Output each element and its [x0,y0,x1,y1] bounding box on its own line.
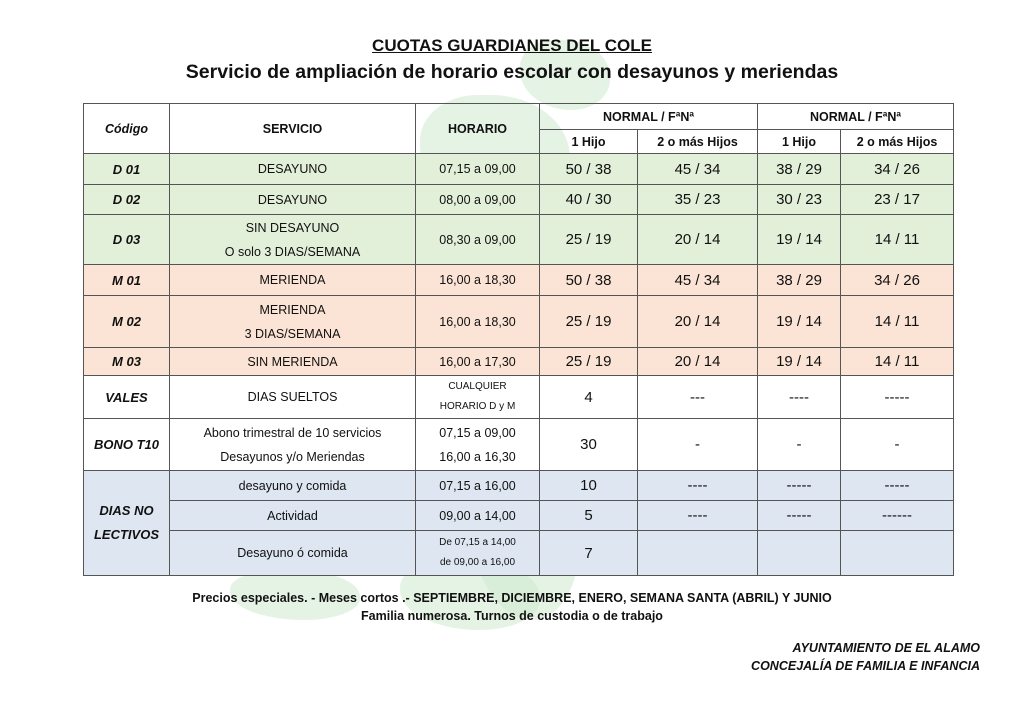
price-cell: ------ [841,501,954,531]
price-cell: 14 / 11 [841,296,954,348]
row-horario: 16,00 a 17,30 [416,348,540,376]
header-2-hijos: 2 o más Hijos [841,130,954,154]
price-cell: 35 / 23 [638,185,758,215]
price-cell: 19 / 14 [758,215,841,265]
row-horario: 07,15 a 09,00 [416,154,540,185]
price-cell: 20 / 14 [638,215,758,265]
row-servicio: DIAS SUELTOS [170,376,416,419]
row-servicio-line: O solo 3 DIAS/SEMANA [224,244,361,259]
price-cell: 38 / 29 [758,154,841,185]
price-cell: ---- [638,501,758,531]
price-cell: 5 [540,501,638,531]
row-horario: 16,00 a 18,30 [416,265,540,296]
row-servicio-line: Desayunos y/o Meriendas [220,449,365,464]
price-cell: 38 / 29 [758,265,841,296]
signature-line: CONCEJALÍA DE FAMILIA E INFANCIA [751,659,980,673]
table-row [84,376,954,419]
header-horario: HORARIO [416,104,540,154]
row-horario-line: 07,15 a 09,00 [439,425,516,440]
row-horario [416,376,540,419]
row-servicio-line: Abono trimestral de 10 servicios [203,425,382,440]
row-horario: 08,30 a 09,00 [416,215,540,265]
header-group-normal-2: NORMAL / FªNª [758,104,954,130]
row-servicio: Actividad [170,501,416,531]
price-cell [758,531,841,576]
price-cell: 14 / 11 [841,215,954,265]
price-cell [638,531,758,576]
header-1-hijo: 1 Hijo [540,130,638,154]
row-code: D 03 [84,215,170,265]
price-cell: 25 / 19 [540,348,638,376]
header-servicio: SERVICIO [170,104,416,154]
row-servicio [170,296,416,348]
page-subtitle: Servicio de ampliación de horario escolar con desayunos y meriendas [185,61,839,83]
price-cell: 40 / 30 [540,185,638,215]
price-cell: 4 [540,376,638,419]
row-horario: 09,00 a 14,00 [416,501,540,531]
price-cell: 50 / 38 [540,154,638,185]
price-cell: 25 / 19 [540,296,638,348]
row-servicio: Desayuno ó comida [170,531,416,576]
table-row [84,501,954,531]
header-group-normal-1: NORMAL / FªNª [540,104,758,130]
price-cell: 20 / 14 [638,296,758,348]
price-cell: ----- [758,471,841,501]
price-cell: 19 / 14 [758,348,841,376]
table-row [84,154,954,185]
fees-table [83,103,954,576]
row-horario: 08,00 a 09,00 [416,185,540,215]
row-horario-line: HORARIO D y M [439,401,516,412]
row-horario-line: 16,00 a 16,30 [439,449,516,464]
table-row [84,296,954,348]
row-servicio: DESAYUNO [170,154,416,185]
row-horario-line: CUALQUIER [448,381,507,392]
price-cell: 10 [540,471,638,501]
price-cell: 20 / 14 [638,348,758,376]
row-servicio: desayuno y comida [170,471,416,501]
row-servicio: DESAYUNO [170,185,416,215]
price-cell: 34 / 26 [841,265,954,296]
table-row [84,531,954,576]
price-cell: ----- [758,501,841,531]
price-cell: 34 / 26 [841,154,954,185]
row-servicio: MERIENDA [170,265,416,296]
table-row [84,265,954,296]
price-cell: 45 / 34 [638,265,758,296]
price-cell: ----- [841,376,954,419]
row-servicio-line: 3 DIAS/SEMANA [244,326,341,341]
table-row [84,185,954,215]
row-code: VALES [84,376,170,419]
price-cell: 7 [540,531,638,576]
row-horario-line: De 07,15 a 14,00 [439,537,516,548]
row-code: BONO T10 [84,419,170,471]
price-cell: 50 / 38 [540,265,638,296]
price-cell: 19 / 14 [758,296,841,348]
price-cell [841,531,954,576]
price-cell: 30 [540,419,638,471]
price-cell: 23 / 17 [841,185,954,215]
row-code: D 01 [84,154,170,185]
row-servicio [170,215,416,265]
table-row [84,419,954,471]
price-cell: - [841,419,954,471]
price-cell: 14 / 11 [841,348,954,376]
price-cell: - [758,419,841,471]
price-cell: ----- [841,471,954,501]
page-title: CUOTAS GUARDIANES DEL COLE [372,36,652,55]
row-horario [416,419,540,471]
row-servicio-line: MERIENDA [259,302,326,317]
row-code: M 02 [84,296,170,348]
header-2-hijos: 2 o más Hijos [638,130,758,154]
row-code: M 03 [84,348,170,376]
row-horario [416,531,540,576]
price-cell: - [638,419,758,471]
table-row [84,348,954,376]
row-code: D 02 [84,185,170,215]
row-code: M 01 [84,265,170,296]
header-1-hijo: 1 Hijo [758,130,841,154]
row-servicio: SIN MERIENDA [170,348,416,376]
price-cell: 30 / 23 [758,185,841,215]
price-cell: ---- [638,471,758,501]
row-servicio-line: SIN DESAYUNO [245,220,340,235]
row-code-line: LECTIVOS [93,527,159,542]
header-codigo: Código [84,104,170,154]
footer-note: Precios especiales. - Meses cortos .- SEPTIEMBRE, DICIEMBRE, ENERO, SEMANA SANTA (ABRIL) Y JUNIO [192,591,832,605]
row-horario: 16,00 a 18,30 [416,296,540,348]
row-code-line: DIAS NO [99,503,154,518]
row-horario-line: de 09,00 a 16,00 [439,557,516,568]
price-cell: --- [638,376,758,419]
price-cell: 45 / 34 [638,154,758,185]
row-code [84,471,170,576]
signature-line: AYUNTAMIENTO DE EL ALAMO [792,641,980,655]
table-row [84,471,954,501]
row-horario: 07,15 a 16,00 [416,471,540,501]
table-row [84,215,954,265]
footer-note: Familia numerosa. Turnos de custodia o de trabajo [361,609,663,623]
price-cell: ---- [758,376,841,419]
price-cell: 25 / 19 [540,215,638,265]
row-servicio [170,419,416,471]
